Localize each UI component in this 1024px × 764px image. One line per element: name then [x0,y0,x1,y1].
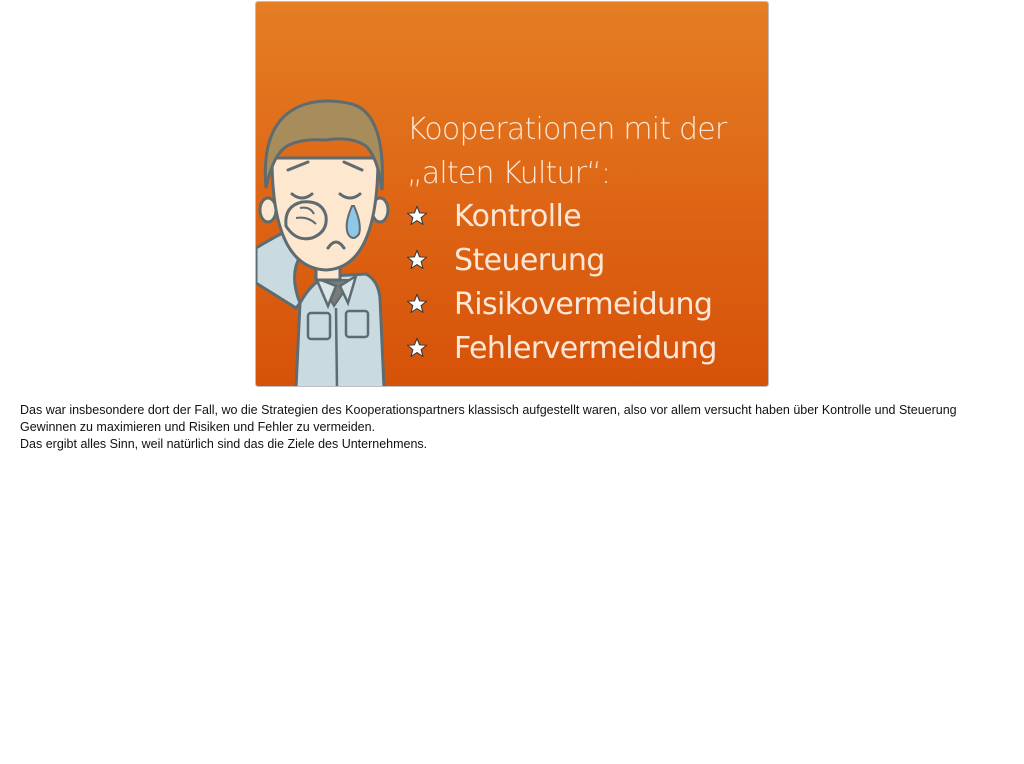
presentation-slide [256,2,768,386]
notes-paragraph-2: Das ergibt alles Sinn, weil natürlich sind das die Ziele des Unternehmens. [20,437,428,451]
slide-title [407,108,767,196]
bullet-label: Kontrolle [454,198,582,234]
bullet-item-steuerung [406,238,717,282]
star-icon [406,249,428,271]
slide-title-line-2: „alten Kultur“: [407,156,611,191]
bullet-label: Risikovermeidung [454,286,713,322]
star-icon [406,337,428,359]
star-icon [406,293,428,315]
bullet-item-fehlervermeidung [406,326,717,370]
star-icon [406,205,428,227]
notes-paragraph-1: Das war insbesondere dort der Fall, wo die Strategien des Kooperationspartners klassisch aufgestellt waren, also vor allem versucht haben über Kontrolle und Steuerung Gewinnen zu maximieren und Risiken und Fehler zu vermeiden. [20,403,957,434]
bullet-label: Steuerung [454,242,605,278]
bullet-item-risikovermeidung [406,282,717,326]
slide-title-line-1: Kooperationen mit der [407,112,727,147]
bullet-label: Fehlervermeidung [454,330,717,366]
bullet-list [406,194,717,370]
bullet-item-kontrolle [406,194,717,238]
crying-man-illustration [256,98,406,386]
speaker-notes [20,402,1010,453]
